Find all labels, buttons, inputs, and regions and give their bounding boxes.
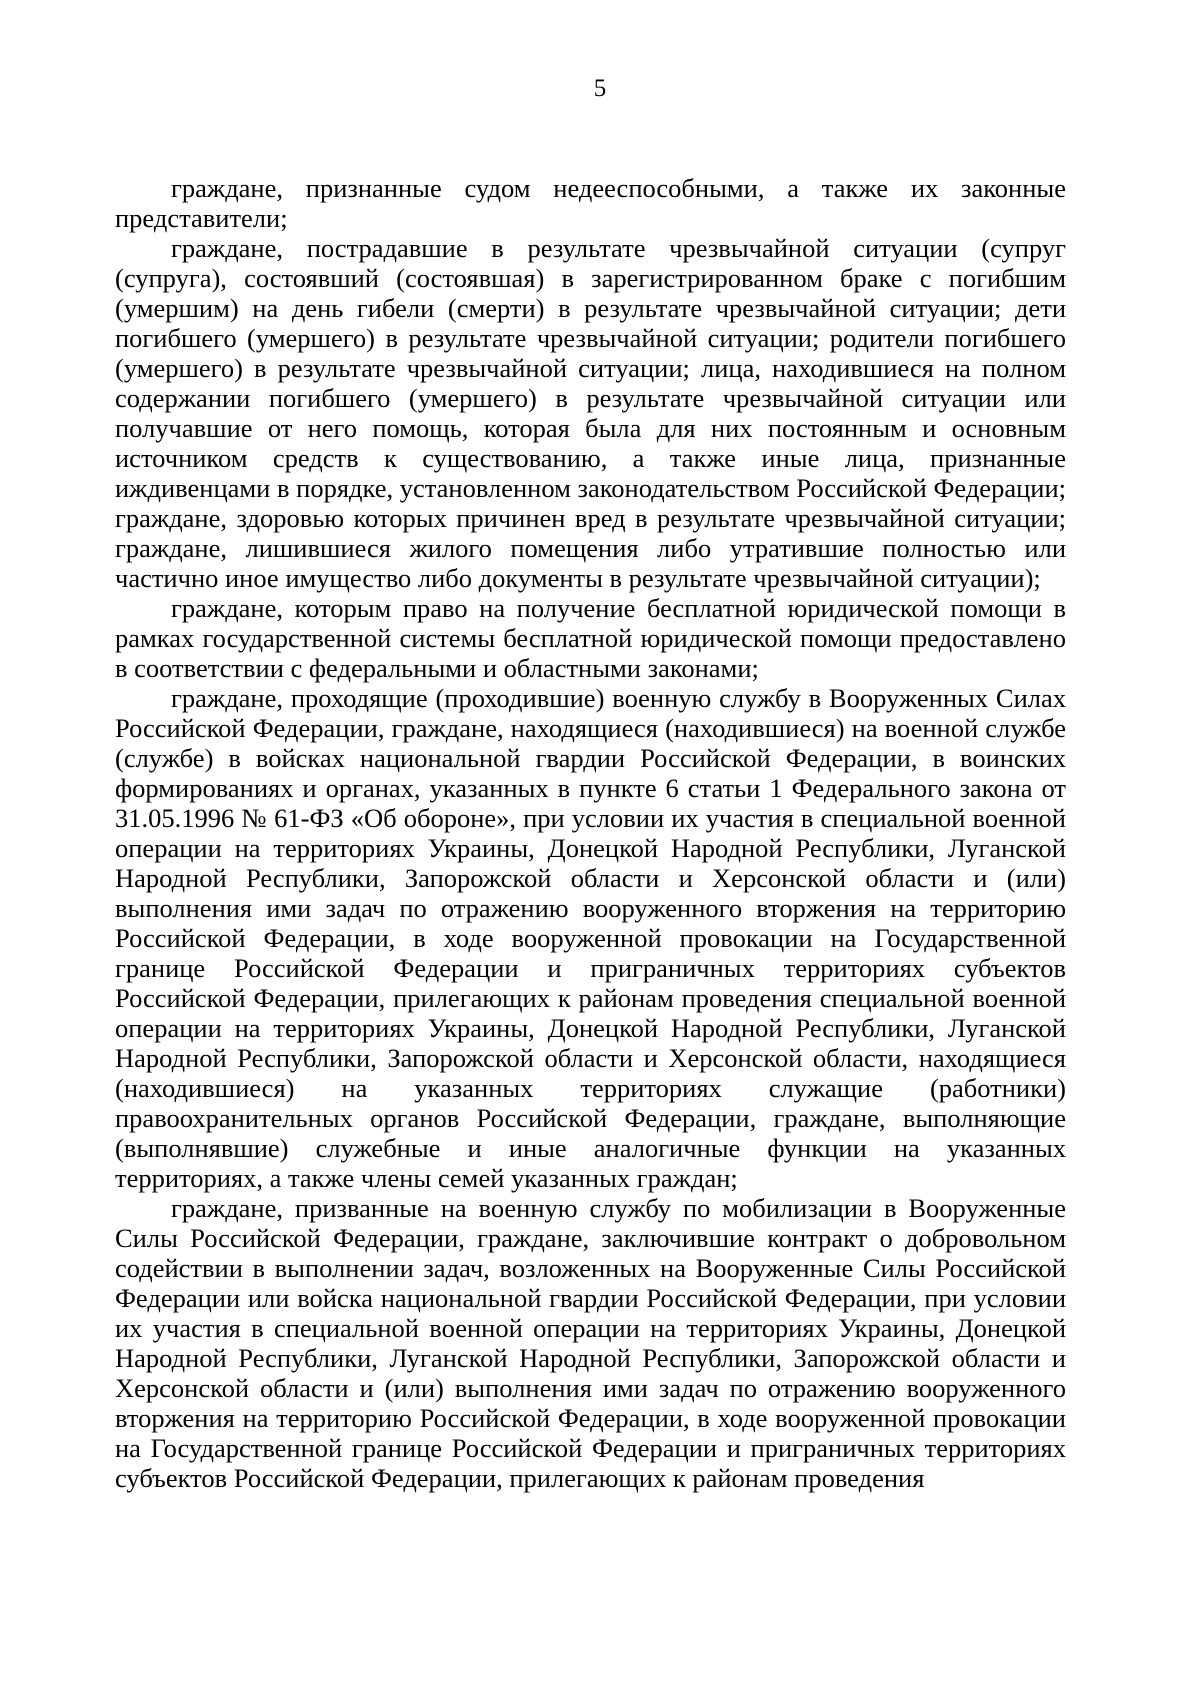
document-body (115, 173, 1066, 1493)
paragraph-incapacitated-citizens: граждане, признанные судом недееспособными, а также их законные представители; (115, 173, 1066, 233)
paragraph-legal-aid-entitled: граждане, которым право на получение бесплатной юридической помощи в рамках государственной системы бесплатной юридической помощи предоставлено в соответствии с федеральными и областными законами; (115, 593, 1066, 683)
paragraph-emergency-victims: граждане, пострадавшие в результате чрезвычайной ситуации (супруг (супруга), состоявший (состоявшая) в зарегистрированном браке с погибшим (умершим) на день гибели (смерти) в результате чрезвычайной ситуации; дети погибшего (умершего) в результате чрезвычайной ситуации; родители погибшего (умершего) в результате чрезвычайной ситуации; лица, находившиеся на полном содержании погибшего (умершего) в результате чрезвычайной ситуации или получавшие от него помощь, которая была для них постоянным и основным источником средств к существованию, а также иные лица, признанные иждивенцами в порядке, установленном законодательством Российской Федерации; граждане, здоровью которых причинен вред в результате чрезвычайной ситуации; граждане, лишившиеся жилого помещения либо утратившие полностью или частично иное имущество либо документы в результате чрезвычайной ситуации); (115, 233, 1066, 593)
page-number: 5 (593, 75, 607, 102)
paragraph-mobilized-citizens: граждане, призванные на военную службу по мобилизации в Вооруженные Силы Российской Федерации, граждане, заключившие контракт о добровольном содействии в выполнении задач, возложенных на Вооруженные Силы Российской Федерации или войска национальной гвардии Российской Федерации, при условии их участия в специальной военной операции на территориях Украины, Донецкой Народной Республики, Луганской Народной Республики, Запорожской области и Херсонской области и (или) выполнения ими задач по отражению вооруженного вторжения на территорию Российской Федерации, в ходе вооруженной провокации на Государственной границе Российской Федерации и приграничных территориях субъектов Российской Федерации, прилегающих к районам проведения (115, 1193, 1066, 1493)
paragraph-military-service: граждане, проходящие (проходившие) военную службу в Вооруженных Силах Российской Федерации, граждане, находящиеся (находившиеся) на военной службе (службе) в войсках национальной гвардии Российской Федерации, в воинских формированиях и органах, указанных в пункте 6 статьи 1 Федерального закона от 31.05.1996 № 61-ФЗ «Об обороне», при условии их участия в специальной военной операции на территориях Украины, Донецкой Народной Республики, Луганской Народной Республики, Запорожской области и Херсонской области и (или) выполнения ими задач по отражению вооруженного вторжения на территорию Российской Федерации, в ходе вооруженной провокации на Государственной границе Российской Федерации и приграничных территориях субъектов Российской Федерации, прилегающих к районам проведения специальной военной операции на территориях Украины, Донецкой Народной Республики, Луганской Народной Республики, Запорожской области и Херсонской области, находящиеся (находившиеся) на указанных территориях служащие (работники) правоохранительных органов Российской Федерации, граждане, выполняющие (выполнявшие) служебные и иные аналогичные функции на указанных территориях, а также члены семей указанных граждан; (115, 683, 1066, 1193)
